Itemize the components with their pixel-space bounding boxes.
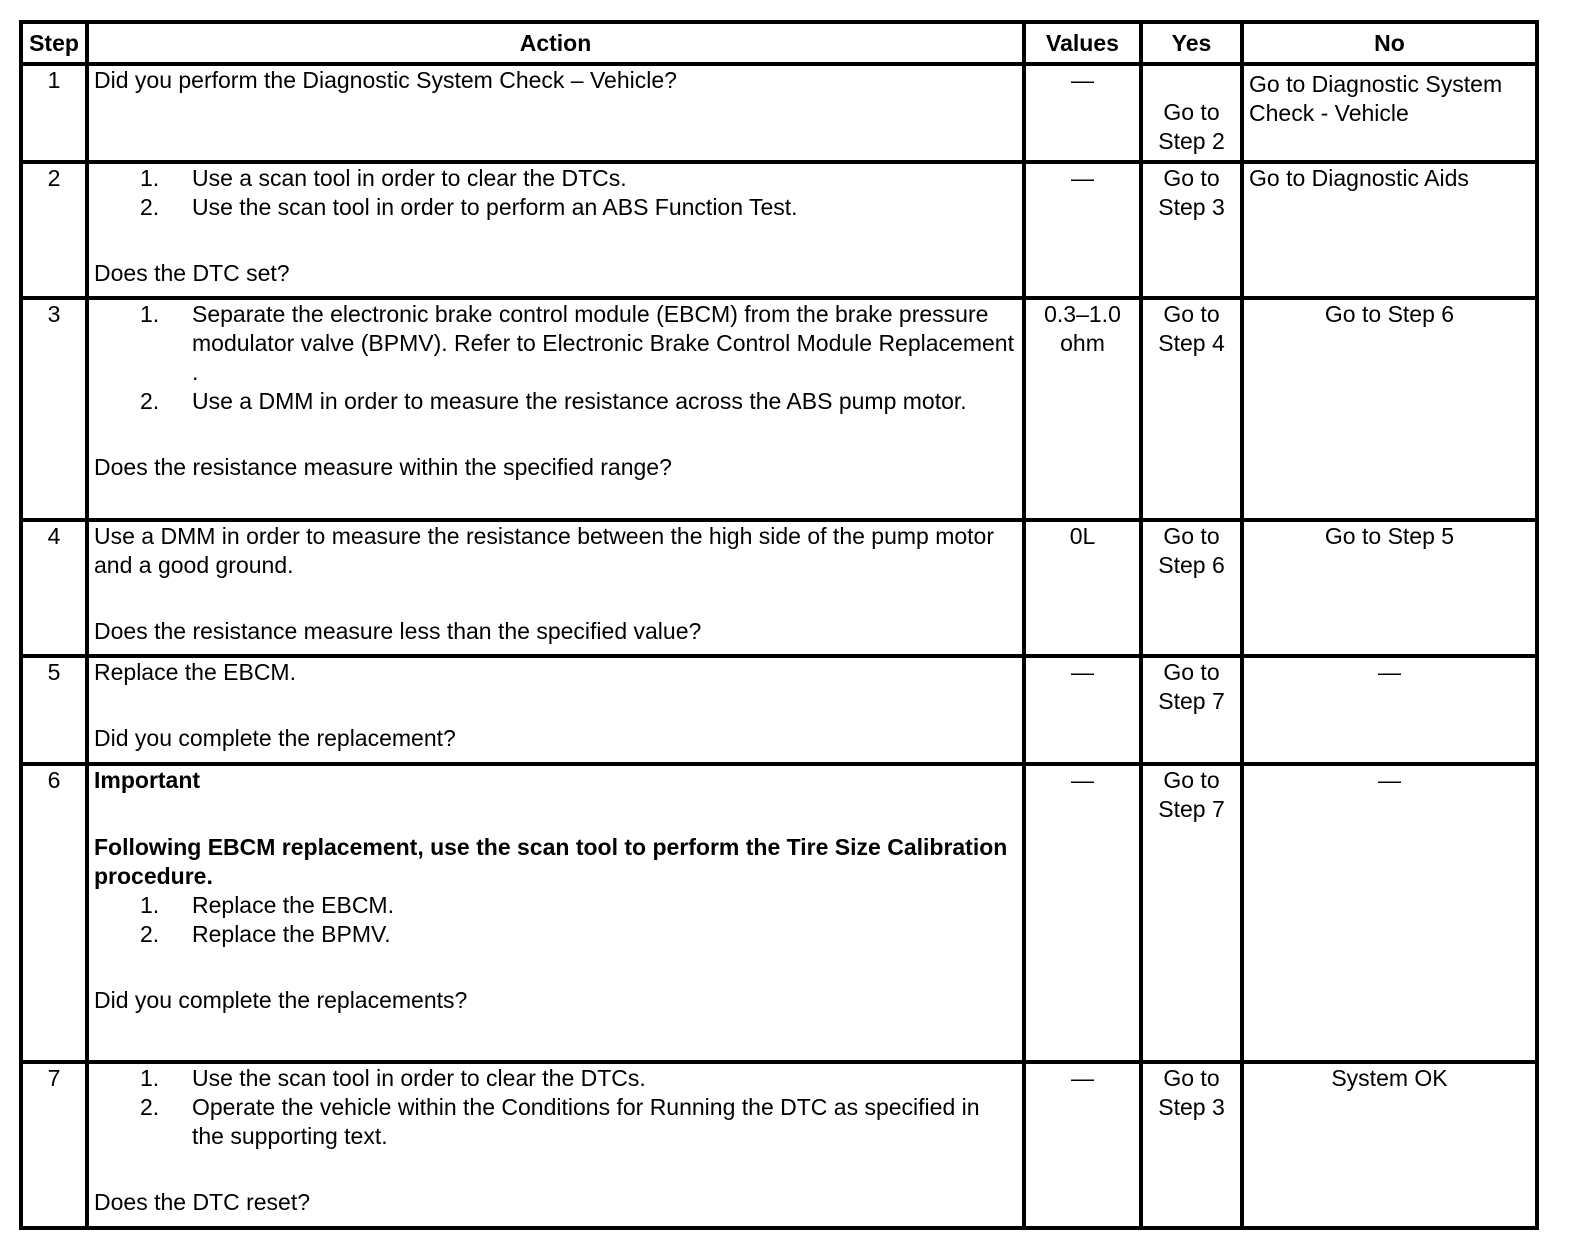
header-no: No <box>1242 22 1537 64</box>
table-row <box>21 162 1537 298</box>
step-number: 2 <box>21 162 87 298</box>
action-cell <box>87 298 1024 520</box>
item-text: Separate the electronic brake control module (EBCM) from the brake pressure modulator valve (BPMV). Refer to Electronic Brake Control Module Replacement . <box>192 301 1014 385</box>
item-text: Use a DMM in order to measure the resistance across the ABS pump motor. <box>192 388 967 414</box>
action-cell <box>87 520 1024 656</box>
step-number: 7 <box>21 1062 87 1228</box>
action-steps <box>94 1064 1017 1151</box>
action-cell <box>87 1062 1024 1228</box>
list-item <box>140 193 1017 222</box>
yes-cell: Go to Step 6 <box>1141 520 1242 656</box>
header-step: Step <box>21 22 87 64</box>
item-text: Use a scan tool in order to clear the DTCs. <box>192 165 627 191</box>
list-item <box>140 891 1017 920</box>
no-cell: Go to Diagnostic Aids <box>1242 162 1537 298</box>
action-question: Does the DTC set? <box>94 260 290 286</box>
action-question: Does the resistance measure within the specified range? <box>94 454 672 480</box>
step-number: 3 <box>21 298 87 520</box>
diagnostic-table <box>19 20 1539 1230</box>
no-cell: Go to Diagnostic System Check - Vehicle <box>1242 64 1537 162</box>
item-text: Use the scan tool in order to perform an ABS Function Test. <box>192 194 798 220</box>
important-note: Following EBCM replacement, use the scan tool to perform the Tire Size Calibration procedure. <box>94 834 1008 889</box>
item-text: Replace the BPMV. <box>192 921 391 947</box>
yes-cell: Go to Step 7 <box>1141 656 1242 764</box>
item-number: 1. <box>140 892 160 918</box>
header-yes: Yes <box>1141 22 1242 64</box>
no-cell: — <box>1242 764 1537 1062</box>
item-number: 2. <box>140 921 160 947</box>
action-steps <box>94 164 1017 222</box>
step-number: 4 <box>21 520 87 656</box>
action-question: Did you complete the replacement? <box>94 725 456 751</box>
list-item <box>140 300 1017 387</box>
action-steps <box>94 891 1017 949</box>
list-item <box>140 387 1017 416</box>
action-question: Does the resistance measure less than the specified value? <box>94 618 702 644</box>
action-question: Does the DTC reset? <box>94 1189 311 1215</box>
item-text: Operate the vehicle within the Conditions for Running the DTC as specified in the supporting text. <box>192 1094 980 1149</box>
action-text: Replace the EBCM. <box>94 659 296 685</box>
no-cell: Go to Step 5 <box>1242 520 1537 656</box>
item-number: 2. <box>140 1094 160 1120</box>
yes-cell: Go to Step 3 <box>1141 1062 1242 1228</box>
action-question: Did you complete the replacements? <box>94 987 468 1013</box>
table-row <box>21 64 1537 162</box>
table-row <box>21 520 1537 656</box>
value-cell: — <box>1024 162 1141 298</box>
table-row <box>21 764 1537 1062</box>
item-number: 2. <box>140 194 160 220</box>
header-row <box>21 22 1537 64</box>
value-cell: — <box>1024 656 1141 764</box>
table-row <box>21 1062 1537 1228</box>
list-item <box>140 1064 1017 1093</box>
value-cell: — <box>1024 1062 1141 1228</box>
item-number: 1. <box>140 301 160 327</box>
table-row <box>21 656 1537 764</box>
item-text: Use the scan tool in order to clear the DTCs. <box>192 1065 646 1091</box>
no-cell: — <box>1242 656 1537 764</box>
header-values: Values <box>1024 22 1141 64</box>
action-text: Did you perform the Diagnostic System Check – Vehicle? <box>94 67 677 93</box>
yes-cell: Go to Step 4 <box>1141 298 1242 520</box>
value-text: 0.3–1.0 ohm <box>1044 301 1121 356</box>
list-item <box>140 164 1017 193</box>
action-steps <box>94 300 1017 416</box>
value-cell: — <box>1024 764 1141 1062</box>
list-item <box>140 1093 1017 1151</box>
action-cell <box>87 656 1024 764</box>
step-number: 1 <box>21 64 87 162</box>
action-cell <box>87 162 1024 298</box>
important-label: Important <box>94 767 201 793</box>
value-cell <box>1024 298 1141 520</box>
action-cell <box>87 64 1024 162</box>
no-cell: Go to Step 6 <box>1242 298 1537 520</box>
value-cell: — <box>1024 64 1141 162</box>
step-number: 5 <box>21 656 87 764</box>
item-number: 2. <box>140 388 160 414</box>
item-number: 1. <box>140 165 160 191</box>
item-text: Replace the EBCM. <box>192 892 394 918</box>
item-number: 1. <box>140 1065 160 1091</box>
yes-cell: Go to Step 3 <box>1141 162 1242 298</box>
yes-cell: Go to Step 7 <box>1141 764 1242 1062</box>
action-cell <box>87 764 1024 1062</box>
yes-cell: Go to Step 2 <box>1141 64 1242 162</box>
step-number: 6 <box>21 764 87 1062</box>
value-cell: 0L <box>1024 520 1141 656</box>
table-row <box>21 298 1537 520</box>
action-text: Use a DMM in order to measure the resistance between the high side of the pump motor and a good ground. <box>94 523 995 578</box>
list-item <box>140 920 1017 949</box>
header-action: Action <box>87 22 1024 64</box>
no-cell: System OK <box>1242 1062 1537 1228</box>
